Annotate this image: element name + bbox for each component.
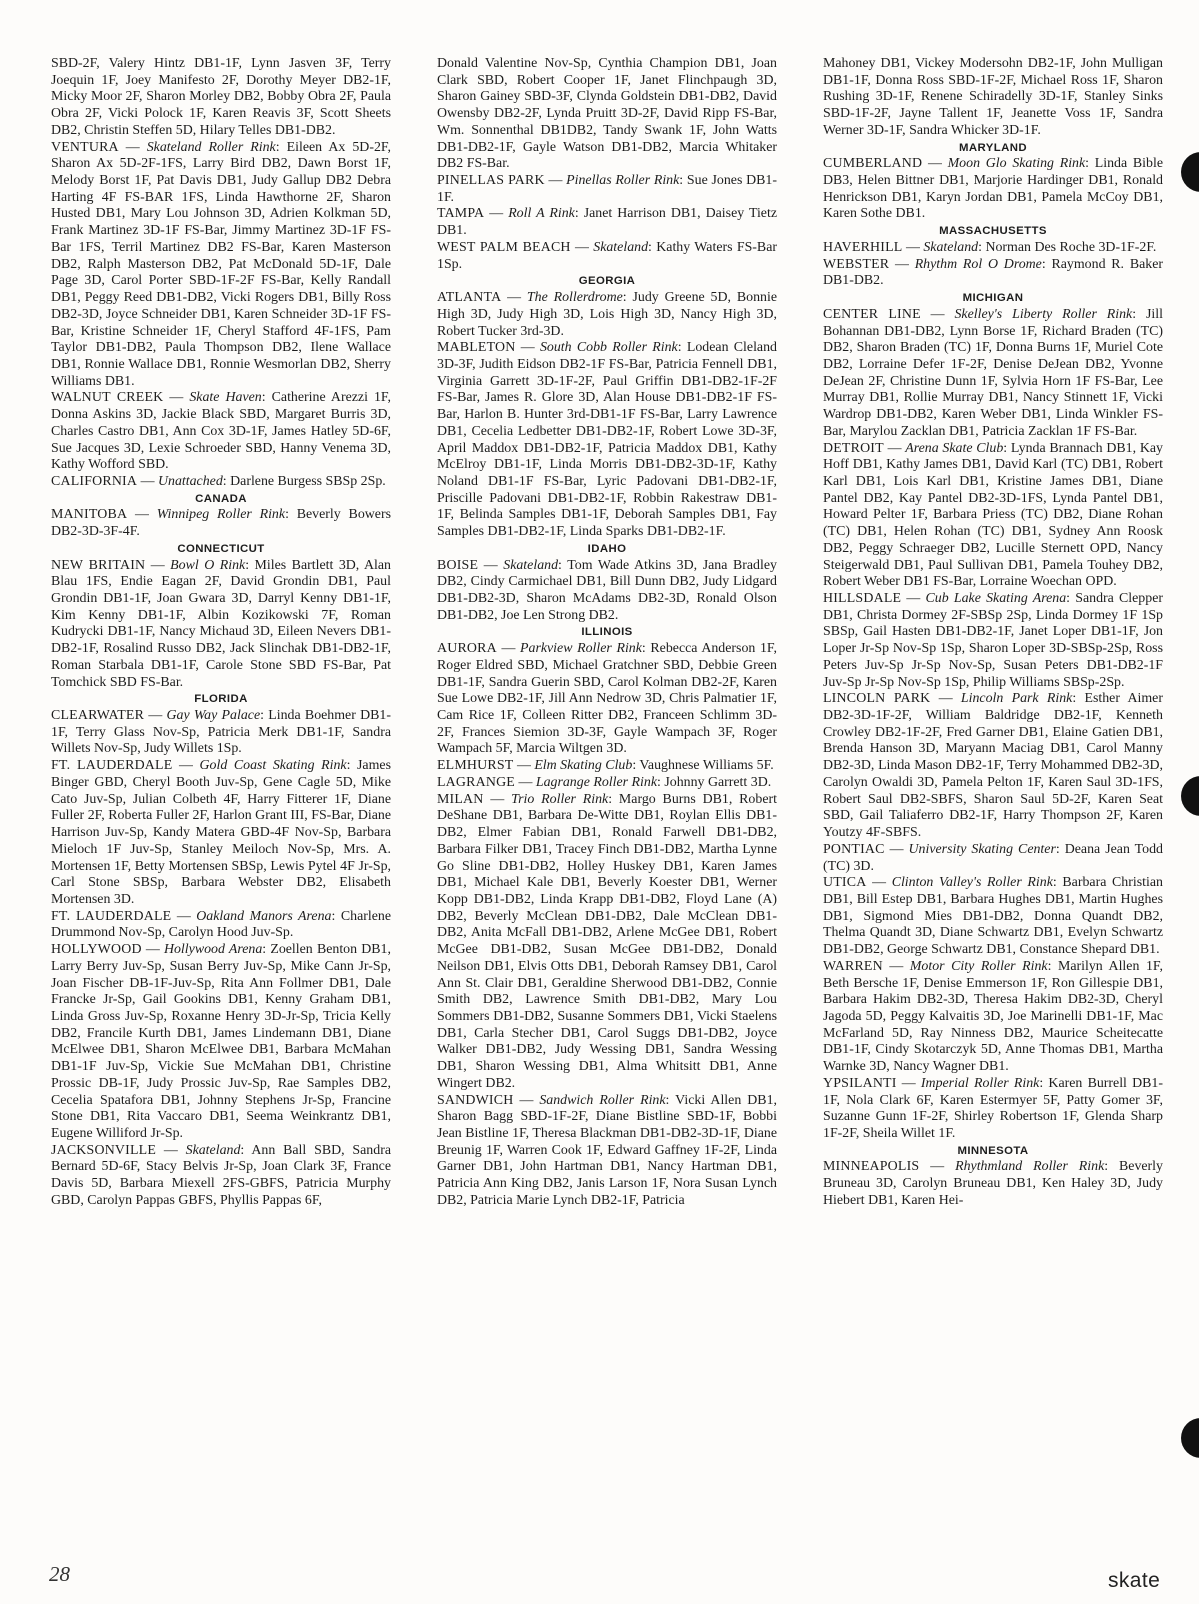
- skater-results: Darlene Burgess SBSp 2Sp.: [230, 473, 386, 489]
- listing-entry: UTICA — Clinton Valley's Roller Rink: Barbara Christian DB1, Bill Estep DB1, Barbara Hughes DB1, Martin Hughes DB1, Sigmond Mies DB1-DB2, Donna Quandt DB2, Thelma Quandt 3D, Diane Schwartz DB1, Evelyn Schwartz DB1-DB2, George Schwartz DB1, Constance Shepard DB1.: [823, 875, 1163, 958]
- city-name: WARREN: [823, 958, 883, 974]
- listing-entry: PINELLAS PARK — Pinellas Roller Rink: Sue Jones DB1-1F.: [437, 173, 777, 205]
- rink-name: Cub Lake Skating Arena: [925, 591, 1067, 606]
- skater-results: Kathy Waters FS-Bar 1Sp.: [437, 239, 777, 272]
- city-name: PONTIAC: [823, 841, 885, 857]
- skater-results: Vicki Allen DB1, Sharon Bagg SBD-1F-2F, Diane Bistline SBD-1F, Bobbi Jean Bistline 1F, Theresa Blackman DB1-DB2-3D-1F, Diane Breunig 1F, Warren Cook 1F, Edward Gaffney 1F-2F, Linda Garner DB1, John Hartman DB1, Nancy Hartman DB1, Patricia Ann King DB2, Janis Larson 1F, Nora Susan Lynch DB2, Patricia Marie Lynch DB2-1F, Patricia: [437, 1092, 777, 1208]
- skater-results: Beverly Bruneau 3D, Carolyn Bruneau DB1, Ken Haley 3D, Judy Hiebert DB1, Karen Hei-: [823, 1159, 1163, 1208]
- rink-name: Pinellas Roller Rink: [566, 173, 680, 189]
- skater-results: Marilyn Allen 1F, Beth Bersche 1F, Denise Emmerson 1F, Ron Gillespie DB1, Barbara Hakim DB2-3D, Theresa Hakim DB2-3D, Cheryl Jagoda 5D, Peggy Kalvaitis 3D, Joe Marinelli DB1-1F, Mac McFarland 5D, Ray Ninness DB2, Maurice Scheitecatte DB1-1F, Cindy Skotarczyk 5D, Anne Thomas DB1, Martha Warnke 3D, Nancy Wagner DB1.: [823, 958, 1163, 1075]
- listing-entry: WEST PALM BEACH — Skateland: Kathy Waters FS-Bar 1Sp.: [437, 239, 777, 272]
- rink-name: University Skating Center: [908, 841, 1056, 857]
- rink-name: Rhythm Rol O Drome: [914, 256, 1042, 272]
- skater-results: Ann Ball SBD, Sandra Bernard 5D-6F, Stacy Belvis Jr-Sp, Joan Clark 3F, France Davis 5D, Barbara Miexell 2FS-GBFS, Patricia Murphy GBD, Carolyn Pappas GBFS, Phyllis Pappas 6F,: [51, 1142, 391, 1208]
- skater-results: Sandra Clepper DB1, Christa Dormey 2F-SBSp 2Sp, Linda Dormey 1F 1Sp SBSp, Gail Hasten DB1-DB2-1F, Janet Loper DB1-1F, Jon Loper Jr-Sp Nov-Sp 1Sp, Sharon Loper 3D-SBSp-2Sp, Ross Peters Juv-Sp Jr-Sp Nov-Sp, Susan Peters DB1-DB2-1F Juv-Sp Jr-Sp Nov-Sp 1Sp, Philip Williams SBSp-2Sp.: [823, 591, 1163, 690]
- binder-hole-mark: [1181, 152, 1199, 192]
- listing-entry: HILLSDALE — Cub Lake Skating Arena: Sandra Clepper DB1, Christa Dormey 2F-SBSp 2Sp, Linda Dormey 1F 1Sp SBSp, Gail Hasten DB1-DB2-1F, Janet Loper DB1-1F, Jon Loper Jr-Sp Nov-Sp 1Sp, Sharon Loper 3D-SBSp-2Sp, Ross Peters Juv-Sp Jr-Sp Nov-Sp, Susan Peters DB1-DB2-1F Juv-Sp Jr-Sp Nov-Sp 1Sp, Philip Williams SBSp-2Sp.: [823, 591, 1163, 690]
- rink-name: Gay Way Palace: [166, 708, 261, 724]
- rink-name: South Cobb Roller Rink: [539, 340, 678, 356]
- rink-name: Unattached: [157, 473, 223, 489]
- listing-entry: MABLETON — South Cobb Roller Rink: Lodean Cleland 3D-3F, Judith Eidson DB2-1F FS-Bar, Patricia Fennell DB1, Virginia Garrett 3D-1F-2F, Paul Griffin DB1-DB2-1F-2F FS-Bar, James R. Glore 3D, Alan House DB1-DB2-1F FS-Bar, Harlon B. Hunter 3rd-DB1-1F FS-Bar, Larry Lawrence DB1, Cecelia Ledbetter DB1-DB2-1F, Robert Lowe 3D-3F, April Maddox DB1-DB2-1F, Patricia Maddox DB1, Kathy McElroy DB1-1F, Linda Morris DB1-DB2-3D-1F, Kathy Noland DB1-1F FS-Bar, Lyric Padovani DB1-DB2-1F, Priscille Padovani DB1-DB2-1F, Robbin Rakestraw DB1-1F, Belinda Samples DB1-1F, Deborah Samples DB1, Fay Samples DB1-DB2-1F, Linda Sparks DB1-DB2-1F.: [437, 340, 777, 540]
- listing-entry: FT. LAUDERDALE — Oakland Manors Arena: Charlene Drummond Nov-Sp, Carolyn Hood Juv-Sp.: [51, 908, 391, 941]
- listing-entry: BOISE — Skateland: Tom Wade Atkins 3D, Jana Bradley DB2, Cindy Carmichael DB1, Bill Dunn DB2, Judy Lidgard DB1-DB2-3D, Sharon McAdams DB2-3D, Ronald Olson DB1-DB2, Joe Len Strong DB2.: [437, 557, 777, 623]
- rink-name: Skateland: [185, 1142, 241, 1158]
- city-name: LINCOLN PARK: [823, 691, 931, 707]
- skater-results: Esther Aimer DB2-3D-1F-2F, William Baldridge DB2-1F, Kenneth Crowley DB2-1F-2F, Fred Garner DB1, Elaine Gatien DB1, Brenda Hanson 3D, Maryann Maciag DB1, Carol Manny DB2-3D, Linda Mason DB2-1F, Terry Mohammed DB2-3D, Carolyn Owaldi 3D, Pamela Pelton 1F, Karen Saul 3D-1FS, Robert Saul DB2-SBFS, Sharon Saul 5D-2F, Karen Seat SBD, Gail Taliaferro DB2-1F, Harry Thompson 2F, Karen Youtzy 4F-SBFS.: [823, 691, 1163, 841]
- state-heading: MINNESOTA: [957, 1144, 1029, 1157]
- city-name: FT. LAUDERDALE: [51, 908, 172, 924]
- rink-name: Oakland Manors Arena: [196, 908, 332, 924]
- rink-name: Imperial Roller Rink: [920, 1075, 1040, 1091]
- city-name: CUMBERLAND: [823, 156, 923, 172]
- rink-name: Lagrange Roller Rink: [535, 774, 657, 790]
- skater-results: Beverly Bowers DB2-3D-3F-4F.: [51, 507, 391, 540]
- rink-name: Skelley's Liberty Roller Rink: [954, 306, 1133, 322]
- rink-name: Skateland Roller Rink: [146, 139, 276, 155]
- listing-entry: WALNUT CREEK — Skate Haven: Catherine Arezzi 1F, Donna Askins 3D, Jackie Black SBD, Margaret Burris 3D, Charles Castro DB1, Ann Cox 3D-1F, James Hatley 5D-6F, Sue Jacques 3D, Lexie Schroeder SBD, Hanny Venema 3D, Kathy Wofford SBD.: [51, 390, 391, 473]
- skater-results: Karen Burrell DB1-1F, Nola Clark 6F, Karen Estermyer 5F, Patty Gomer 3F, Suzanne Gunn 1F-2F, Shirley Robertson 1F, Glenda Sharp 1F-2F, Sheila Willet 1F.: [823, 1075, 1163, 1141]
- listing-entry: LINCOLN PARK — Lincoln Park Rink: Esther Aimer DB2-3D-1F-2F, William Baldridge DB2-1F, Kenneth Crowley DB2-1F-2F, Fred Garner DB1, Elaine Gatien DB1, Brenda Hanson 3D, Maryann Maciag DB1, Carol Manny DB2-3D, Linda Mason DB2-1F, Terry Mohammed DB2-3D, Carolyn Owaldi 3D, Pamela Pelton 1F, Karen Saul 3D-1FS, Robert Saul DB2-SBFS, Sharon Saul 5D-2F, Karen Seat SBD, Gail Taliaferro DB2-1F, Harry Thompson 2F, Karen Youtzy 4F-SBFS.: [823, 691, 1163, 841]
- skater-results: Tom Wade Atkins 3D, Jana Bradley DB2, Cindy Carmichael DB1, Bill Dunn DB2, Judy Lidgard DB1-DB2-3D, Sharon McAdams DB2-3D, Ronald Olson DB1-DB2, Joe Len Strong DB2.: [437, 557, 777, 623]
- skater-results: Johnny Garrett 3D.: [664, 774, 772, 790]
- city-name: MANITOBA: [51, 507, 128, 523]
- listing-entry: HAVERHILL — Skateland: Norman Des Roche 3D-1F-2F.: [823, 239, 1157, 255]
- city-name: ELMHURST: [437, 758, 514, 774]
- rink-name: Elm Skating Club: [534, 758, 633, 774]
- rink-name: Roll A Rink: [508, 206, 575, 222]
- rink-name: Skate Haven: [189, 390, 262, 406]
- city-name: MILAN: [437, 791, 484, 807]
- listing-entry: WARREN — Motor City Roller Rink: Marilyn Allen 1F, Beth Bersche 1F, Denise Emmerson 1F, Ron Gillespie DB1, Barbara Hakim DB2-3D, Theresa Hakim DB2-3D, Cheryl Jagoda 5D, Peggy Kalvaitis 3D, Joe Marinelli DB1-1F, Mac McFarland 5D, Ray Ninness DB2, Maurice Scheitecatte DB1-1F, Cindy Skotarczyk 5D, Anne Thomas DB1, Martha Warnke 3D, Nancy Wagner DB1.: [823, 958, 1163, 1075]
- city-name: HILLSDALE: [823, 591, 902, 606]
- skater-results: Miles Bartlett 3D, Alan Blau 1FS, Endie Eagan 2F, David Grondin DB1, Paul Grondin DB1-1F, Joan Gwara 3D, Darryl Kenny DB1-1F, Kim Kenny DB1-1F, Albin Kozikowski 7F, Roman Kudrycki DB1-1F, Nancy Michaud 3D, Eileen Nevers DB1-DB2-1F, Rosalind Russo DB2, Jack Slinchak DB1-DB2-1F, Roman Starbala DB1-1F, Carole Stone SBD FS-Bar, Pat Tomchick SBD FS-Bar.: [51, 557, 391, 690]
- listing-entry: DETROIT — Arena Skate Club: Lynda Brannach DB1, Kay Hoff DB1, Kathy James DB1, David Karl (TC) DB1, Robert Karl DB1, Lois Karl DB1, Kristine James DB1, Diane Pantel DB2, Kay Pantel DB2-3D-1FS, Lynda Pantel DB1, Howard Pelter 1F, Barbara Priess (TC) DB2, Diane Rohan (TC) DB1, Helen Rohan (TC) DB1, Sydney Ann Roosk DB2, Peggy Schraeger DB2, Lucille Sternett OPD, Nancy Steigerwald DB1, Paul Sullivan DB1, Pamela Touhey DB2, Robert Weber DB1 FS-Bar, Lorraine Woechan OPD.: [823, 440, 1163, 590]
- city-name: JACKSONVILLE: [51, 1142, 157, 1158]
- city-name: HAVERHILL: [823, 239, 903, 255]
- city-name: WEBSTER: [823, 256, 890, 272]
- rink-name: Skateland: [593, 239, 649, 255]
- listing-entry: [437, 56, 777, 173]
- listing-entry: LAGRANGE — Lagrange Roller Rink: Johnny Garrett 3D.: [437, 774, 772, 790]
- listing-entry: [51, 56, 391, 140]
- city-name: CENTER LINE: [823, 306, 921, 322]
- listing-entry: [823, 56, 1163, 140]
- listing-entry: PONTIAC — University Skating Center: Deana Jean Todd (TC) 3D.: [823, 841, 1163, 874]
- skater-results: Lodean Cleland 3D-3F, Judith Eidson DB2-1F FS-Bar, Patricia Fennell DB1, Virginia Garrett 3D-1F-2F, Paul Griffin DB1-DB2-1F-2F FS-Bar, James R. Glore 3D, Alan House DB1-DB2-1F FS-Bar, Harlon B. Hunter 3rd-DB1-1F FS-Bar, Larry Lawrence DB1, Cecelia Ledbetter DB1-DB2-1F, Robert Lowe 3D-3F, April Maddox DB1-DB2-1F, Patricia Maddox DB1, Kathy McElroy DB1-1F, Linda Morris DB1-DB2-3D-1F, Kathy Noland DB1-1F FS-Bar, Lyric Padovani DB1-DB2-1F, Priscille Padovani DB1-DB2-1F, Robbin Rakestraw DB1-1F, Belinda Samples DB1-1F, Deborah Samples DB1, Fay Samples DB1-DB2-1F, Linda Sparks DB1-DB2-1F.: [437, 340, 777, 540]
- city-name: AURORA: [437, 641, 497, 657]
- skater-results: Vaughnese Williams 5F.: [639, 758, 774, 774]
- skater-results: Donald Valentine Nov-Sp, Cynthia Champion DB1, Joan Clark SBD, Robert Cooper 1F, Janet Flinchpaugh 3D, Sharon Gainey SBD-3F, Clynda Goldstein DB1-DB2, David Owensby DB2-2F, Lynda Pruitt 3D-2F, David Ripp FS-Bar, Wm. Sonnenthal DB1DB2, Tandy Swank 1F, John Watts DB1-DB2-1F, Gayle Watson DB1-DB2, Marcia Whitaker DB2 FS-Bar.: [437, 56, 777, 172]
- skater-results: Lynda Brannach DB1, Kay Hoff DB1, Kathy James DB1, David Karl (TC) DB1, Robert Karl DB1, Lois Karl DB1, Kristine James DB1, Diane Pantel DB2, Kay Pantel DB2-3D-1FS, Lynda Pantel DB1, Howard Pelter 1F, Barbara Priess (TC) DB2, Diane Rohan (TC) DB1, Helen Rohan (TC) DB1, Sydney Ann Roosk DB2, Peggy Schraeger DB2, Lucille Sternett OPD, Nancy Steigerwald DB1, Paul Sullivan DB1, Pamela Touhey DB2, Robert Weber DB1 FS-Bar, Lorraine Woechan OPD.: [823, 440, 1163, 590]
- skater-results: Mahoney DB1, Vickey Modersohn DB2-1F, John Mulligan DB1-1F, Donna Ross SBD-1F-2F, Michael Ross 1F, Sharon Rushing 3D-1F, Renene Schiradelly 3D-1F, Stanley Sinks SBD-1F-2F, Jayne Tallent 1F, Jeanette Voss 1F, Sandra Werner 3D-1F, Sandra Whicker 3D-1F.: [823, 56, 1163, 138]
- state-heading: FLORIDA: [194, 693, 248, 706]
- state-heading: IDAHO: [587, 542, 627, 555]
- listing-entry: CUMBERLAND — Moon Glo Skating Rink: Linda Bible DB3, Helen Bittner DB1, Marjorie Hardinger DB1, Ronald Henrickson DB1, Karyn Jordan DB1, Pamela McCoy DB1, Karen Sothe DB1.: [823, 156, 1163, 222]
- rink-name: Sandwich Roller Rink: [539, 1092, 666, 1108]
- city-name: HOLLYWOOD: [51, 942, 142, 958]
- rink-name: Winnipeg Roller Rink: [156, 507, 286, 523]
- skater-results: Eileen Ax 5D-2F, Sharon Ax 5D-2F-1FS, Larry Bird DB2, Dawn Borst 1F, Melody Borst 1F, Pat Davis DB1, Judy Gallup DB2 Debra Harting 4F FS-BAR 1FS, Linda Hawthorne 2F, Sharon Husted DB1, Mary Lou Johnson 3D, Adrien Kolkman 5D, Frank Martinez 3D-1F FS-Bar, Jimmy Martinez 3D-1F FS-Bar 1FS, Terril Martinez DB2 FS-Bar, Karen Masterson DB2, Ralph Masterson DB2, Pat McDonald 5D-1F, Dale Page 3D, Carol Porter SBD-1F-2F FS-Bar, Kelly Randall DB1, Peggy Reed DB1-DB2, Vicki Rogers DB1, Billy Ross DB2-3D, Joyce Schneider DB1, Karen Schneider 3D-1F FS-Bar, Kristine Schneider 1F, Cheryl Stafford 4F-1FS, Pam Taylor DB1-DB2, Paula Thompson DB2, Ilene Wallace DB1, Ronnie Wallace DB1, Ronnie Wesmorlan DB2, Sherry Williams DB1.: [51, 139, 391, 389]
- skater-results: James Binger GBD, Cheryl Booth Juv-Sp, Gene Cagle 5D, Mike Cato Juv-Sp, Julian Colbeth 4F, Harry Fitterer 1F, Diane Fuller 2F, Roberta Fuller 2F, Harlon Grant III, FS-Bar, Diane Harrison Juv-Sp, Kandy Matera GBD-4F Nov-Sp, Barbara Mieloch 1F Juv-Sp, Stanley Meiloch Nov-Sp, Mrs. A. Mortensen 1F, Betty Mortensen SBSp, Lewis Pytel 4F Jr-Sp, Carl Stone SBSp, Barbara Webster DB2, Elisabeth Mortensen 3D.: [51, 758, 391, 907]
- binder-hole-mark: [1181, 1418, 1199, 1458]
- skater-results: Deana Jean Todd (TC) 3D.: [823, 841, 1163, 874]
- state-heading: MARYLAND: [959, 141, 1027, 154]
- city-name: CLEARWATER: [51, 708, 145, 724]
- city-name: TAMPA: [437, 206, 485, 222]
- binder-hole-mark: [1181, 776, 1199, 816]
- text-column-2: [437, 56, 777, 1210]
- listing-entry: CALIFORNIA — Unattached: Darlene Burgess SBSp 2Sp.: [51, 473, 386, 489]
- listing-entry: CENTER LINE — Skelley's Liberty Roller Rink: Jill Bohannan DB1-DB2, Lynn Borse 1F, Richard Braden (TC) DB2, Sharon Braden (TC) 1F, Donna Burns 1F, Muriel Cote DB2, Lorraine Defer 1F-2F, Denise DeJean DB2, Yvonne DeJean 2F, Christine Dunn 1F, Sylvia Horn 1F FS-Bar, Lee Murray DB1, Rollie Murray DB1, Nancy Stinnett 1F, Vicki Wardrop DB1-DB2, Karen Weber DB1, Linda Winkler FS-Bar, Marylou Zacklan DB1, Patricia Zacklan 1F FS-Bar.: [823, 306, 1163, 439]
- skater-results: Linda Bible DB3, Helen Bittner DB1, Marjorie Hardinger DB1, Ronald Henrickson DB1, Karyn Jordan DB1, Pamela McCoy DB1, Karen Sothe DB1.: [823, 156, 1163, 222]
- rink-name: Gold Coast Skating Rink: [199, 758, 347, 774]
- state-heading: ILLINOIS: [581, 626, 633, 639]
- magazine-name: skate: [1108, 1569, 1161, 1592]
- listing-entry: AURORA — Parkview Roller Rink: Rebecca Anderson 1F, Roger Eldred SBD, Michael Gratchner SBD, Debbie Green DB1-1F, Sandra Guerin SBD, Carol Kolman DB2-2F, Karen Sue Lowe DB2-1F, Jill Ann Nedrow 3D, Chris Palmatier 1F, Cam Rice 1F, Colleen Ritter DB2, Franceen Schlimm 3D-2F, Frances Siemion 3D-3F, Gayle Wampach 3F, Roger Wampach 5F, Marcia Wiltgen 3D.: [437, 641, 777, 757]
- listing-entry: NEW BRITAIN — Bowl O Rink: Miles Bartlett 3D, Alan Blau 1FS, Endie Eagan 2F, David Grondin DB1, Paul Grondin DB1-1F, Joan Gwara 3D, Darryl Kenny DB1-1F, Kim Kenny DB1-1F, Albin Kozikowski 7F, Roman Kudrycki DB1-1F, Nancy Michaud 3D, Eileen Nevers DB1-DB2-1F, Rosalind Russo DB2, Jack Slinchak DB1-DB2-1F, Roman Starbala DB1-1F, Carole Stone SBD FS-Bar, Pat Tomchick SBD FS-Bar.: [51, 557, 391, 690]
- city-name: WEST PALM BEACH: [437, 239, 571, 255]
- city-name: PINELLAS PARK: [437, 173, 545, 189]
- state-heading: MICHIGAN: [962, 292, 1024, 305]
- city-name: LAGRANGE: [437, 774, 515, 790]
- rink-name: Clinton Valley's Roller Rink: [891, 875, 1053, 891]
- listing-entry: WEBSTER — Rhythm Rol O Drome: Raymond R. Baker DB1-DB2.: [823, 256, 1163, 289]
- skater-results: SBD-2F, Valery Hintz DB1-1F, Lynn Jasven 3F, Terry Joequin 1F, Joey Manifesto 2F, Dorothy Meyer DB2-1F, Micky Moor 2F, Sharon Morley DB2, Bobby Obra 2F, Paula Obra 2F, Vicki Polock 1F, Karen Reavis 3F, Scott Sheets DB2, Christin Steffen 5D, Hilary Telles DB1-DB2.: [51, 56, 391, 138]
- rink-name: Lincoln Park Rink: [960, 691, 1073, 707]
- skater-results: Barbara Christian DB1, Bill Estep DB1, Barbara Hughes DB1, Martin Hughes DB1, Sigmond Mies DB1-DB2, Donna Quandt DB2, Thelma Quandt 3D, Diane Schwartz DB1, Evelyn Schwartz DB1-DB2, George Schwartz DB1, Constance Shepard DB1.: [823, 875, 1163, 958]
- listing-entry: ATLANTA — The Rollerdrome: Judy Greene 5D, Bonnie High 3D, Judy High 3D, Lois High 3D, Nancy High 3D, Robert Tucker 3rd-3D.: [437, 290, 777, 339]
- city-name: YPSILANTI: [823, 1075, 897, 1091]
- rink-name: Skateland: [923, 239, 979, 255]
- city-name: MABLETON: [437, 340, 516, 356]
- skater-results: Judy Greene 5D, Bonnie High 3D, Judy High 3D, Lois High 3D, Nancy High 3D, Robert Tucker 3rd-3D.: [437, 290, 777, 339]
- state-heading: MASSACHUSETTS: [939, 225, 1047, 238]
- listing-entry: CLEARWATER — Gay Way Palace: Linda Boehmer DB1-1F, Terry Glass Nov-Sp, Patricia Merk DB1-1F, Sandra Willets Nov-Sp, Judy Willets 1Sp.: [51, 708, 391, 757]
- skater-results: Rebecca Anderson 1F, Roger Eldred SBD, Michael Gratchner SBD, Debbie Green DB1-1F, Sandra Guerin SBD, Carol Kolman DB2-2F, Karen Sue Lowe DB2-1F, Jill Ann Nedrow 3D, Chris Palmatier 1F, Cam Rice 1F, Colleen Ritter DB2, Franceen Schlimm 3D-2F, Frances Siemion 3D-3F, Gayle Wampach 3F, Roger Wampach 5F, Marcia Wiltgen 3D.: [437, 641, 777, 757]
- listing-entry: FT. LAUDERDALE — Gold Coast Skating Rink: James Binger GBD, Cheryl Booth Juv-Sp, Gene Cagle 5D, Mike Cato Juv-Sp, Julian Colbeth 4F, Harry Fitterer 1F, Diane Fuller 2F, Roberta Fuller 2F, Harlon Grant III, FS-Bar, Diane Harrison Juv-Sp, Kandy Matera GBD-4F Nov-Sp, Barbara Mieloch 1F Juv-Sp, Stanley Meiloch Nov-Sp, Mrs. A. Mortensen 1F, Betty Mortensen SBSp, Lewis Pytel 4F Jr-Sp, Carl Stone SBSp, Barbara Webster DB2, Elisabeth Mortensen 3D.: [51, 758, 391, 907]
- listing-entry: MANITOBA — Winnipeg Roller Rink: Beverly Bowers DB2-3D-3F-4F.: [51, 507, 391, 540]
- listing-entry: SANDWICH — Sandwich Roller Rink: Vicki Allen DB1, Sharon Bagg SBD-1F-2F, Diane Bistline SBD-1F, Bobbi Jean Bistline 1F, Theresa Blackman DB1-DB2-3D-1F, Diane Breunig 1F, Warren Cook 1F, Edward Gaffney 1F-2F, Linda Garner DB1, John Hartman DB1, Nancy Hartman DB1, Patricia Ann King DB2, Janis Larson 1F, Nora Susan Lynch DB2, Patricia Marie Lynch DB2-1F, Patricia: [437, 1092, 777, 1208]
- listing-entry: TAMPA — Roll A Rink: Janet Harrison DB1, Daisey Tietz DB1.: [437, 206, 777, 239]
- state-heading: CONNECTICUT: [177, 542, 265, 555]
- skater-results: Sue Jones DB1-1F.: [437, 173, 777, 205]
- text-column-1: [51, 56, 391, 1210]
- rink-name: Moon Glo Skating Rink: [947, 156, 1086, 172]
- city-name: VENTURA: [51, 139, 119, 155]
- skater-results: Charlene Drummond Nov-Sp, Carolyn Hood Juv-Sp.: [51, 908, 391, 941]
- city-name: WALNUT CREEK: [51, 390, 164, 406]
- skater-results: Zoellen Benton DB1, Larry Berry Juv-Sp, Susan Berry Juv-Sp, Mike Cann Jr-Sp, Joan Fischer DB-1F-Juv-Sp, Rita Ann Follmer DB1, Dale Francke Jr-Sp, Gail Gookins DB1, Kenny Graham DB1, Linda Gross Juv-Sp, Roxanne Henry 3D-Jr-Sp, Tricia Kelly DB2, Francile Kurth DB1, James Lindemann DB1, Diane McElwee DB1, Sharon McElwee DB1, Barbara McMahan DB1-1F Juv-Sp, Vickie Sue McMahan DB1, Christine Prossic DB-1F, Judy Prossic Juv-Sp, Rae Samples DB2, Cecelia Spatafora DB1, Johnny Stephens Jr-Sp, Francine Stone DB1, Rita Vaccaro DB1, Seema Weinkrantz DB1, Eugene Williford Jr-Sp.: [51, 942, 391, 1141]
- rink-name: Hollywood Arena: [163, 942, 263, 958]
- listing-entry: YPSILANTI — Imperial Roller Rink: Karen Burrell DB1-1F, Nola Clark 6F, Karen Estermyer 5F, Patty Gomer 3F, Suzanne Gunn 1F-2F, Shirley Robertson 1F, Glenda Sharp 1F-2F, Sheila Willet 1F.: [823, 1075, 1163, 1141]
- listing-entry: JACKSONVILLE — Skateland: Ann Ball SBD, Sandra Bernard 5D-6F, Stacy Belvis Jr-Sp, Joan Clark 3F, France Davis 5D, Barbara Miexell 2FS-GBFS, Patricia Murphy GBD, Carolyn Pappas GBFS, Phyllis Pappas 6F,: [51, 1142, 391, 1208]
- rink-name: Arena Skate Club: [905, 440, 1004, 456]
- listing-entry: MILAN — Trio Roller Rink: Margo Burns DB1, Robert DeShane DB1, Barbara De-Witte DB1, Roylan Ellis DB1-DB2, Elmer Fabian DB1, Ronald Farwell DB1-DB2, Barbara Filker DB1, Tracey Finch DB1-DB2, Martha Lynne Go Sline DB1-DB2, Holley Huskey DB1, Karen James DB1, Michael Kale DB1, Beverly Koester DB1, Werner Kopp DB1-DB2, Linda Krapp DB1-DB2, Floyd Lane (A) DB2, Beverly McClean DB1-DB2, Dale McClean DB1-DB2, Anita McFall DB1-DB2, Arlene McGee DB1, Robert McGee DB1-DB2, Susan McGee DB1-DB2, Donald Neilson DB1, Elvis Otts DB1, Deborah Ramsey DB1, Carol Ann St. Clair DB1, Geraldine Sherwood DB1-DB2, Connie Smith DB2, Lawrence Smith DB1-DB2, Mary Lou Sommers DB1-DB2, Susanne Sommers DB1, Vicki Staelens DB1, Carla Stecher DB1, Carol Suggs DB1-DB2, Joyce Walker DB1-DB2, Judy Wessing DB1, Sandra Wessing DB1, Sharon Wessing DB1, Alma Whitsitt DB1, Anne Wingert DB2.: [437, 791, 777, 1091]
- skater-results: Janet Harrison DB1, Daisey Tietz DB1.: [437, 206, 777, 239]
- skater-results: Jill Bohannan DB1-DB2, Lynn Borse 1F, Richard Braden (TC) DB2, Sharon Braden (TC) 1F, Donna Burns 1F, Muriel Cote DB2, Lorraine Defer 1F-2F, Denise DeJean DB2, Yvonne DeJean 2F, Christine Dunn 1F, Sylvia Horn 1F FS-Bar, Lee Murray DB1, Rollie Murray DB1, Nancy Stinnett 1F, Vicki Wardrop DB1-DB2, Karen Weber DB1, Linda Winkler FS-Bar, Marylou Zacklan DB1, Patricia Zacklan 1F FS-Bar.: [823, 306, 1163, 439]
- city-name: ATLANTA: [437, 290, 502, 306]
- skater-results: Raymond R. Baker DB1-DB2.: [823, 256, 1163, 289]
- text-column-3: [823, 56, 1163, 1210]
- city-name: BOISE: [437, 557, 479, 573]
- skater-results: Linda Boehmer DB1-1F, Terry Glass Nov-Sp, Patricia Merk DB1-1F, Sandra Willets Nov-Sp, Judy Willets 1Sp.: [51, 708, 391, 757]
- city-name: NEW BRITAIN: [51, 557, 146, 573]
- listing-entry: MINNEAPOLIS — Rhythmland Roller Rink: Beverly Bruneau 3D, Carolyn Bruneau DB1, Ken Haley 3D, Judy Hiebert DB1, Karen Hei-: [823, 1159, 1163, 1208]
- rink-name: Parkview Roller Rink: [520, 641, 642, 657]
- listing-entry: HOLLYWOOD — Hollywood Arena: Zoellen Benton DB1, Larry Berry Juv-Sp, Susan Berry Juv-Sp, Mike Cann Jr-Sp, Joan Fischer DB-1F-Juv-Sp, Rita Ann Follmer DB1, Dale Francke Jr-Sp, Gail Gookins DB1, Kenny Graham DB1, Linda Gross Juv-Sp, Roxanne Henry 3D-Jr-Sp, Tricia Kelly DB2, Francile Kurth DB1, James Lindemann DB1, Diane McElwee DB1, Sharon McElwee DB1, Barbara McMahan DB1-1F Juv-Sp, Vickie Sue McMahan DB1, Christine Prossic DB-1F, Judy Prossic Juv-Sp, Rae Samples DB2, Cecelia Spatafora DB1, Johnny Stephens Jr-Sp, Francine Stone DB1, Rita Vaccaro DB1, Seema Weinkrantz DB1, Eugene Williford Jr-Sp.: [51, 942, 391, 1141]
- rink-name: Bowl O Rink: [170, 557, 246, 573]
- rink-name: The Rollerdrome: [526, 290, 623, 306]
- city-name: SANDWICH: [437, 1092, 514, 1108]
- city-name: DETROIT: [823, 440, 884, 456]
- skater-results: Catherine Arezzi 1F, Donna Askins 3D, Jackie Black SBD, Margaret Burris 3D, Charles Castro DB1, Ann Cox 3D-1F, James Hatley 5D-6F, Sue Jacques 3D, Lexie Schroeder SBD, Hanny Venema 3D, Kathy Wofford SBD.: [51, 390, 391, 473]
- rink-name: Motor City Roller Rink: [909, 958, 1048, 974]
- page-number: 28: [49, 1562, 70, 1586]
- rink-name: Skateland: [503, 557, 559, 573]
- listing-entry: VENTURA — Skateland Roller Rink: Eileen Ax 5D-2F, Sharon Ax 5D-2F-1FS, Larry Bird DB2, Dawn Borst 1F, Melody Borst 1F, Pat Davis DB1, Judy Gallup DB2 Debra Harting 4F FS-BAR 1FS, Linda Hawthorne 2F, Sharon Husted DB1, Mary Lou Johnson 3D, Adrien Kolkman 5D, Frank Martinez 3D-1F FS-Bar, Jimmy Martinez 3D-1F FS-Bar 1FS, Terril Martinez DB2 FS-Bar, Karen Masterson DB2, Ralph Masterson DB2, Pat McDonald 5D-1F, Dale Page 3D, Carol Porter SBD-1F-2F FS-Bar, Kelly Randall DB1, Peggy Reed DB1-DB2, Vicki Rogers DB1, Billy Ross DB2-3D, Joyce Schneider DB1, Karen Schneider 3D-1F FS-Bar, Kristine Schneider 1F, Cheryl Stafford 4F-1FS, Pam Taylor DB1-DB2, Paula Thompson DB2, Ilene Wallace DB1, Ronnie Wallace DB1, Ronnie Wesmorlan DB2, Sherry Williams DB1.: [51, 139, 391, 389]
- city-name: UTICA: [823, 875, 867, 891]
- skater-results: Norman Des Roche 3D-1F-2F.: [985, 239, 1157, 255]
- rink-name: Trio Roller Rink: [511, 791, 609, 807]
- city-name: MINNEAPOLIS: [823, 1159, 920, 1175]
- city-name: CALIFORNIA: [51, 473, 138, 489]
- rink-name: Rhythmland Roller Rink: [955, 1159, 1105, 1175]
- skater-results: Margo Burns DB1, Robert DeShane DB1, Barbara De-Witte DB1, Roylan Ellis DB1-DB2, Elmer Fabian DB1, Ronald Farwell DB1-DB2, Barbara Filker DB1, Tracey Finch DB1-DB2, Martha Lynne Go Sline DB1-DB2, Holley Huskey DB1, Karen James DB1, Michael Kale DB1, Beverly Koester DB1, Werner Kopp DB1-DB2, Linda Krapp DB1-DB2, Floyd Lane (A) DB2, Beverly McClean DB1-DB2, Dale McClean DB1-DB2, Anita McFall DB1-DB2, Arlene McGee DB1, Robert McGee DB1-DB2, Susan McGee DB1-DB2, Donald Neilson DB1, Elvis Otts DB1, Deborah Ramsey DB1, Carol Ann St. Clair DB1, Geraldine Sherwood DB1-DB2, Connie Smith DB2, Lawrence Smith DB1-DB2, Mary Lou Sommers DB1-DB2, Susanne Sommers DB1, Vicki Staelens DB1, Carla Stecher DB1, Carol Suggs DB1-DB2, Joyce Walker DB1-DB2, Judy Wessing DB1, Sandra Wessing DB1, Sharon Wessing DB1, Alma Whitsitt DB1, Anne Wingert DB2.: [437, 791, 777, 1091]
- state-heading: CANADA: [195, 492, 247, 505]
- state-heading: GEORGIA: [578, 275, 636, 288]
- listing-entry: ELMHURST — Elm Skating Club: Vaughnese Williams 5F.: [437, 758, 774, 774]
- city-name: FT. LAUDERDALE: [51, 758, 173, 774]
